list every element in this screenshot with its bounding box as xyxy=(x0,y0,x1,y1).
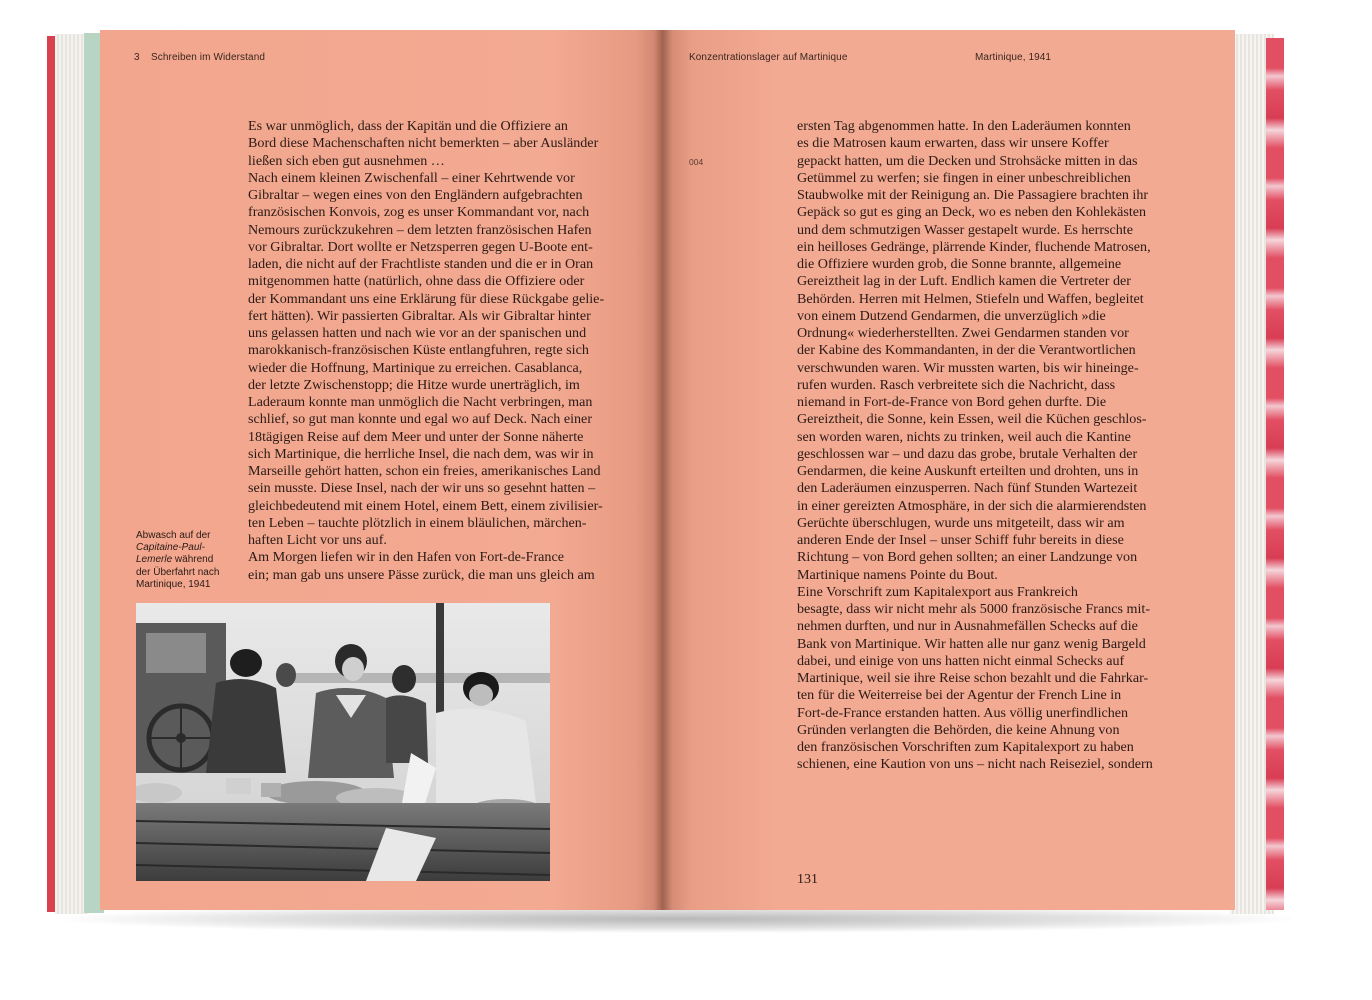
text-line: ten für die Weiterreise bei der Agentur der French Line in xyxy=(797,687,1122,704)
text-line: Bank von Martinique. Wir hatten alle nur ganz wenig Bargeld xyxy=(797,635,1146,652)
text-line: sen worden waren, nichts zu trinken, weil auch die Kantine xyxy=(797,428,1131,445)
text-line: der Kabine des Kommandanten, in der die Verantwortlichen xyxy=(797,342,1136,359)
text-line: sein musste. Diese Insel, nach der wir uns so gesehnt hatten – xyxy=(248,480,596,497)
text-line: rufen wurden. Rasch verbreitete sich die Nachricht, dass xyxy=(797,376,1116,393)
caption-line: Capitaine-Paul- xyxy=(136,542,205,554)
text-line: Marseille gehört hatten, schon ein freies, amerikanisches Land xyxy=(248,463,601,479)
text-line: gleichbedeutend mit einem Hotel, einem Bett, einem zivilisier- xyxy=(248,497,603,514)
text-line: ten Leben – tauchte plötzlich in einem bläulichen, märchen- xyxy=(248,514,587,531)
text-line: den Laderäumen einzusperren. Nach fünf Stunden Wartezeit xyxy=(797,480,1138,497)
text-line: marokkanisch-französischen Küste entlangfuhren, regte sich xyxy=(248,342,589,359)
text-line: Ordnung« wiederherstellten. Zwei Gendarmen standen vor xyxy=(797,325,1129,341)
text-line: sich Martinique, die herrliche Insel, die nach dem, was wir in xyxy=(248,445,594,462)
caption-line: Abwasch auf der xyxy=(136,530,211,541)
text-line: ließen sich eben gut ausnehmen … xyxy=(248,152,445,169)
text-line: der Kommandant uns eine Erklärung für diese Rückgabe gelie- xyxy=(248,290,605,307)
text-line: schlief, so gut man konnte und egal wo auf Deck. Nach einer xyxy=(248,411,593,428)
text-line: fert hätten). Wir passierten Gibraltar. Als wir Gibraltar hinter xyxy=(248,307,591,324)
text-line: der letzte Zwischenstopp; die Hitze wurde unerträglich, im xyxy=(248,376,580,393)
text-line: französischen Konvois, zog es unser Kommandant vor, nach xyxy=(248,204,590,221)
right-body-text xyxy=(797,118,1187,774)
text-line: Gründen verlangten die Behörden, die keine Ahnung von xyxy=(797,721,1120,738)
right-running-head-location: Martinique, 1941 xyxy=(975,52,1052,63)
left-body-text xyxy=(248,118,638,584)
text-line: Nach einem kleinen Zwischenfall – einer Kehrtwende vor xyxy=(248,169,575,186)
text-line: verschwunden waren. Wir mussten warten, bis wir hineinge- xyxy=(797,359,1139,376)
text-line: Richtung – von Bord gehen sollten; an einer Landzunge von xyxy=(797,549,1138,566)
book-gutter xyxy=(654,30,672,910)
text-line: Getümmel zu werfen; sie fingen in einer unbeschreiblichen xyxy=(797,169,1131,186)
text-line: Gereiztheit, die Sonne, kein Essen, weil die Küchen geschlos- xyxy=(797,411,1147,428)
text-line: es die Matrosen kaum erwarten, dass wir unsere Koffer xyxy=(797,135,1109,152)
text-line: Gereiztheit lag in der Luft. Endlich kamen die Vertreter der xyxy=(797,273,1131,290)
caption-line: Martinique, 1941 xyxy=(136,578,211,590)
text-line: Martinique, weil sie ihre Reise schon bezahlt und die Fahrkar- xyxy=(797,670,1149,686)
right-running-head-title: Konzentrationslager auf Martinique xyxy=(689,52,848,63)
historical-photo xyxy=(136,603,550,881)
text-line: Bord diese Machenschaften nicht bemerkten – aber Ausländer xyxy=(248,135,599,152)
caption-line: Lemerle während xyxy=(136,554,214,566)
text-line: den französischen Vorschriften zum Kapitalexport zu haben xyxy=(797,739,1134,755)
text-line: Laderaum konnte man unmöglich die Nacht verbringen, man xyxy=(248,394,593,410)
text-line: uns gelassen hatten und nach wie vor an der spanischen und xyxy=(248,325,587,341)
photo-caption xyxy=(136,530,246,591)
text-line: Gepäck so gut es ging an Deck, wo es neben den Kohlekästen xyxy=(797,204,1147,221)
text-line: vor Gibraltar. Dort wollte er Netzsperren gegen U-Boote ent- xyxy=(248,238,593,255)
text-line: dabei, und einige von uns hatten nicht einmal Schecks auf xyxy=(797,652,1125,669)
text-line: Gibraltar – wegen eines von den Engländern aufgebrachten xyxy=(248,187,583,203)
text-line: haften Licht vor uns auf. xyxy=(248,532,387,548)
text-line: von einem Dutzend Gendarmen, die unverzüglich »die xyxy=(797,307,1106,324)
left-running-head-number: 3 xyxy=(134,52,140,63)
text-line: Behörden. Herren mit Helmen, Stiefeln und Waffen, begleitet xyxy=(797,290,1144,307)
text-line: schienen, eine Kaution von uns – nicht nach Reiseziel, sondern xyxy=(797,756,1153,773)
text-line: ersten Tag abgenommen hatte. In den Laderäumen konnten xyxy=(797,118,1131,134)
text-line: Eine Vorschrift zum Kapitalexport aus Frankreich xyxy=(797,583,1078,600)
text-line: Martinique namens Pointe du Bout. xyxy=(797,566,998,583)
page-number: 131 xyxy=(797,872,818,887)
text-line: anderen Ende der Insel – unser Schiff fuhr bereits in diese xyxy=(797,532,1124,548)
text-line: nehmen durften, und nur in Ausnahmefällen Schecks auf die xyxy=(797,618,1138,635)
text-line: Fort-de-France erstanden hatten. Aus völlig unerfindlichen xyxy=(797,704,1129,721)
text-line: 18tägigen Reise auf dem Meer und unter der Sonne näherte xyxy=(248,428,584,445)
text-line: gepackt hatten, um die Decken und Strohsäcke mitten in das xyxy=(797,152,1138,169)
right-marbled-edge xyxy=(1266,38,1284,910)
text-line: Es war unmöglich, dass der Kapitän und die Offiziere an xyxy=(248,118,568,134)
text-line: geschlossen war – und dazu das grobe, brutale Verhalten der xyxy=(797,445,1138,462)
text-line: laden, die nicht auf der Frachtliste standen und die er in Oran xyxy=(248,256,594,272)
text-line: Gendarmen, die keine Auskunft erteilten und drohten, uns in xyxy=(797,463,1139,479)
text-line: besagte, dass wir nicht mehr als 5000 französische Francs mit- xyxy=(797,601,1151,617)
text-line: Staubwolke mit der Reinigung an. Die Passagiere brachten ihr xyxy=(797,187,1149,203)
text-line: in einer gereizten Atmosphäre, in der sich die alarmierendsten xyxy=(797,497,1147,514)
text-line: ein; man gab uns unsere Pässe zurück, die man uns gleich am xyxy=(248,566,595,583)
text-line: ein heilloses Gedränge, plärrende Kinder, fluchende Matrosen, xyxy=(797,238,1151,255)
margin-note-number: 004 xyxy=(689,157,704,167)
text-line: und dem schmutzigen Wasser gestapelt wurde. Es herrschte xyxy=(797,221,1133,238)
text-line: niemand in Fort-de-France von Bord gehen durfte. Die xyxy=(797,394,1107,410)
text-line: Gerüchte überschlugen, wurde uns mitgeteilt, dass wir am xyxy=(797,514,1125,531)
text-line: Am Morgen liefen wir in den Hafen von Fort-de-France xyxy=(248,549,564,566)
left-running-head-title: Schreiben im Widerstand xyxy=(151,52,266,63)
caption-line: der Überfahrt nach xyxy=(136,566,220,578)
text-line: die Offiziere wurden grob, die Sonne brannte, allgemeine xyxy=(797,256,1122,272)
text-line: mitgenommen hatte (natürlich, ohne dass die Offiziere oder xyxy=(248,273,585,290)
text-line: wieder die Hoffnung, Martinique zu erreichen. Casablanca, xyxy=(248,359,583,376)
text-line: Nemours zurückzukehren – dem letzten französischen Hafen xyxy=(248,221,592,238)
